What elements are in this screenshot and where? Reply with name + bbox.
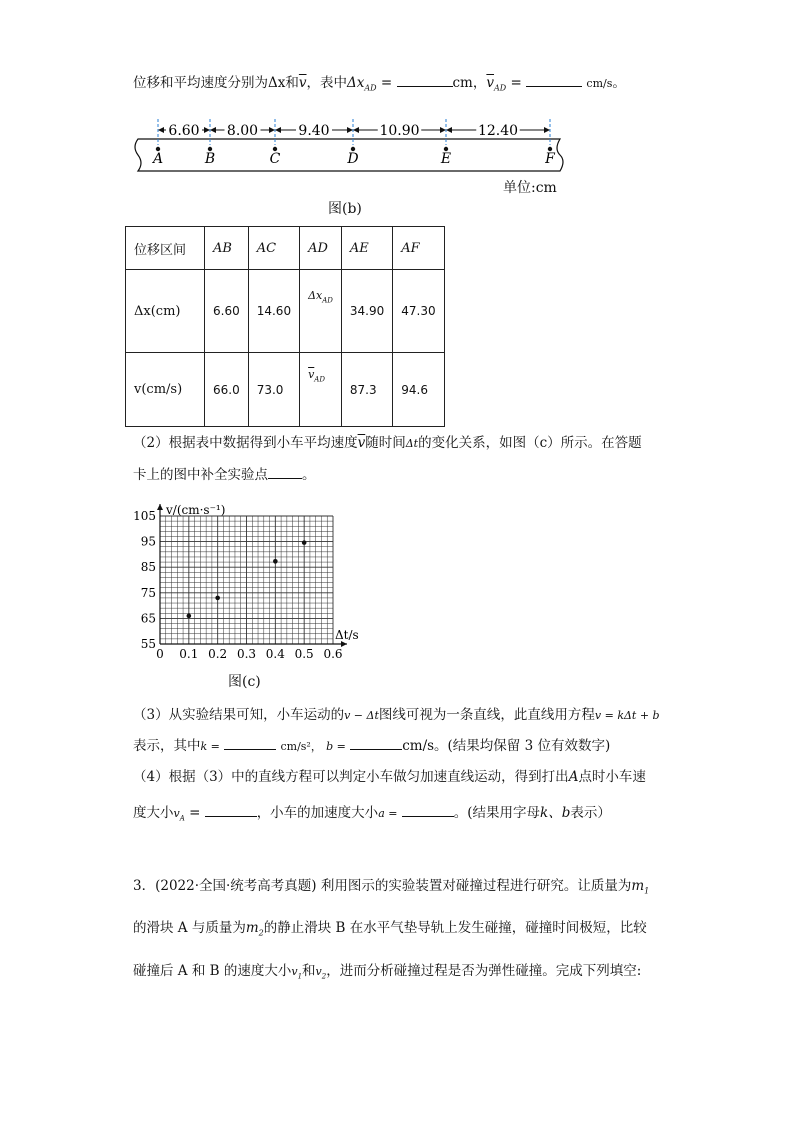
q4-eq: =	[189, 805, 201, 821]
p3-line2	[133, 918, 647, 944]
p3-m1-sub: 1	[644, 886, 650, 896]
intro-mid: ，表中	[306, 75, 348, 91]
row2-label: v(cm/s)	[134, 382, 183, 397]
p3-v1: v	[291, 965, 298, 978]
table-header-cell: 位移区间	[126, 227, 205, 270]
blank-v-ad[interactable]	[526, 72, 582, 87]
q4-line1	[133, 767, 646, 787]
y-tick-label: 55	[140, 637, 156, 651]
intro-v-ad: $\overline{v}$	[486, 75, 495, 91]
table-cell: 94.6	[393, 353, 444, 427]
y-axis-label: v/(cm·s⁻¹)	[166, 503, 226, 517]
p3-line3	[133, 961, 641, 987]
tape-segment-label: 9.40	[298, 123, 330, 139]
cell-dx-ad: Δx	[308, 289, 323, 302]
q2-text-c: 的变化关系，如图（c）所示。在答题	[418, 435, 642, 451]
blank-k[interactable]	[224, 735, 276, 750]
tape-figure	[128, 115, 568, 195]
q4-text-c: 度大小	[133, 805, 174, 821]
intro-dx-ad: Δx	[347, 75, 365, 91]
chart-svg	[125, 492, 359, 667]
intro-and: 和	[285, 75, 299, 91]
q4-text-a: （4）根据（3）中的直线方程可以判定小车做匀加速直线运动，得到打出	[133, 769, 569, 785]
table-cell-dx-ad[interactable]	[300, 270, 342, 353]
q3-text-c: 表示，其中	[133, 738, 201, 754]
table-cell-v-ad[interactable]	[300, 353, 342, 427]
tape-point-label: E	[440, 151, 452, 167]
x-tick-label: 0.1	[179, 647, 199, 661]
table-header-cell: AF	[393, 227, 444, 270]
table-row-label	[126, 353, 205, 427]
q4-text-b: 点时小车速	[578, 769, 646, 785]
y-tick-label: 65	[140, 611, 156, 626]
table-row-dx	[126, 270, 445, 353]
data-point	[215, 596, 220, 601]
q4-text-d: ，小车的加速度大小	[256, 805, 379, 821]
table-cell: 87.3	[341, 353, 392, 427]
tape-point-label: C	[269, 151, 281, 167]
chart-caption: 图(c)	[228, 674, 261, 690]
tape-point-label: A	[152, 151, 164, 167]
p3-v2: v	[315, 965, 322, 978]
q4-a-point: A	[568, 769, 579, 785]
q2-dt: Δt	[405, 437, 419, 450]
cell-v-ad: $\overline{v}$	[308, 368, 315, 381]
q2-text-a: （2）根据表中数据得到小车平均速度	[133, 435, 358, 451]
x-tick-label: 0.2	[208, 647, 228, 661]
table-header-cell: AE	[341, 227, 392, 270]
q2-text-d: 卡上的图中补全实验点	[133, 467, 268, 483]
q2-text-b: 随时间	[365, 435, 406, 451]
p3-text-c: 的静止滑块 B 在水平气垫导轨上发生碰撞，碰撞时间极短，比较	[263, 920, 647, 936]
table-header-cell: AB	[205, 227, 249, 270]
intro-v-ad-sub: AD	[494, 83, 507, 93]
table-cell: 6.60	[205, 270, 249, 353]
p3-text-d: 碰撞后 A 和 B 的速度大小	[133, 963, 292, 979]
tape-point-label: F	[545, 151, 555, 167]
intro-eq2: =	[510, 75, 522, 91]
table-cell: 66.0	[205, 353, 249, 427]
p3-m2: m	[245, 920, 259, 936]
p3-v2-sub: 2	[321, 972, 327, 981]
intro-vbar: $\overline{v}$	[298, 75, 307, 91]
blank-b[interactable]	[350, 735, 402, 750]
blank-va[interactable]	[205, 802, 257, 817]
tape-unit: 单位:cm	[503, 180, 557, 196]
tape-segment-label: 10.90	[379, 123, 420, 139]
q3-formula-a: v − Δt	[344, 709, 379, 722]
row1-label: Δx(cm)	[134, 303, 181, 319]
x-tick-label: 0.4	[265, 647, 285, 661]
tape-segment-label: 6.60	[168, 123, 200, 139]
q3-b: b =	[326, 740, 346, 753]
y-axis-arrow	[157, 504, 163, 510]
data-table	[125, 226, 445, 427]
table-row-v	[126, 353, 445, 427]
q3-text-a: （3）从实验结果可知，小车运动的	[133, 707, 345, 723]
q2-v: $\overline{v}$	[357, 435, 366, 451]
intro-line	[133, 72, 626, 99]
tape-point-label: B	[204, 151, 216, 167]
p3-m2-sub: 2	[258, 928, 264, 938]
table-cell: 73.0	[248, 353, 299, 427]
q4-line2	[133, 802, 611, 829]
intro-unit-cms: cm/s	[586, 77, 613, 90]
p3-text-e: ，进而分析碰撞过程是否为弹性碰撞。完成下列填空:	[326, 963, 642, 979]
x-axis-label: Δt/s	[335, 628, 359, 642]
q4-va-sub: A	[179, 814, 185, 823]
intro-end: 。	[612, 75, 626, 91]
blank-a[interactable]	[402, 802, 454, 817]
table-row-label	[126, 270, 205, 353]
y-tick-label: 95	[140, 534, 156, 549]
y-tick-label: 85	[140, 560, 156, 575]
q3-text-b: 图线可视为一条直线，此直线用方程	[378, 707, 595, 723]
q2-line2	[133, 464, 316, 485]
graph-c	[125, 492, 359, 667]
y-tick-label: 105	[133, 509, 156, 523]
tape-segment-label: 8.00	[226, 123, 259, 139]
tape-point-label: D	[347, 151, 359, 167]
x-tick-label: 0.6	[323, 647, 343, 661]
table-cell: 47.30	[393, 270, 444, 353]
cell-dx-ad-sub: AD	[322, 296, 333, 305]
tape-caption: 图(b)	[328, 201, 362, 217]
q3-formula-b: v = kΔt + b	[594, 709, 660, 722]
p3-text-b: 的滑块 A 与质量为	[133, 920, 246, 936]
table-header-row	[126, 227, 445, 270]
table-cell: 34.90	[341, 270, 392, 353]
blank-q2[interactable]	[268, 464, 302, 479]
p3-text-a: 3．(2022·全国·统考高考真题) 利用图示的实验装置对碰撞过程进行研究。让质量为	[133, 878, 632, 894]
x-tick-label: 0	[156, 647, 164, 661]
tape-svg	[128, 115, 568, 195]
q4-text-f: 表示）	[570, 805, 611, 821]
q2-line1	[133, 433, 642, 454]
x-tick-label: 0.5	[294, 647, 314, 661]
x-tick-label: 0.3	[236, 647, 257, 661]
q3-unit-k: cm/s²，	[280, 740, 322, 753]
cell-v-ad-sub: AD	[314, 375, 325, 384]
tape-segment-label: 12.40	[477, 123, 519, 139]
p3-and: 和	[302, 963, 316, 979]
p3-line1	[133, 876, 649, 902]
q3-line1	[133, 705, 660, 726]
table-cell: 14.60	[248, 270, 299, 353]
q4-va: v	[173, 807, 180, 820]
table-header-cell: AD	[300, 227, 342, 270]
blank-dx-ad[interactable]	[397, 72, 453, 87]
table-header-cell: AC	[248, 227, 299, 270]
q4-text-e: 。(结果用字母	[453, 805, 541, 821]
y-tick-label: 75	[140, 585, 156, 600]
intro-eq: =	[380, 75, 393, 91]
intro-dx: Δx	[268, 75, 286, 91]
q3-text-d: cm/s。(结果均保留 3 位有效数字)	[402, 738, 611, 754]
data-point	[187, 614, 192, 619]
q4-kb: k、b	[540, 805, 571, 821]
data-point	[302, 540, 307, 545]
intro-unit-cm: cm，	[452, 75, 487, 91]
data-point	[273, 559, 278, 564]
intro-ad-sub: AD	[364, 83, 377, 93]
q3-line2	[133, 735, 610, 757]
p3-m1: m	[631, 878, 645, 894]
q4-a: a =	[378, 807, 398, 820]
p3-v1-sub: 1	[297, 972, 303, 981]
q2-end: 。	[302, 467, 316, 483]
intro-prefix: 位移和平均速度分别为	[133, 75, 268, 91]
q3-k: k =	[200, 740, 220, 753]
